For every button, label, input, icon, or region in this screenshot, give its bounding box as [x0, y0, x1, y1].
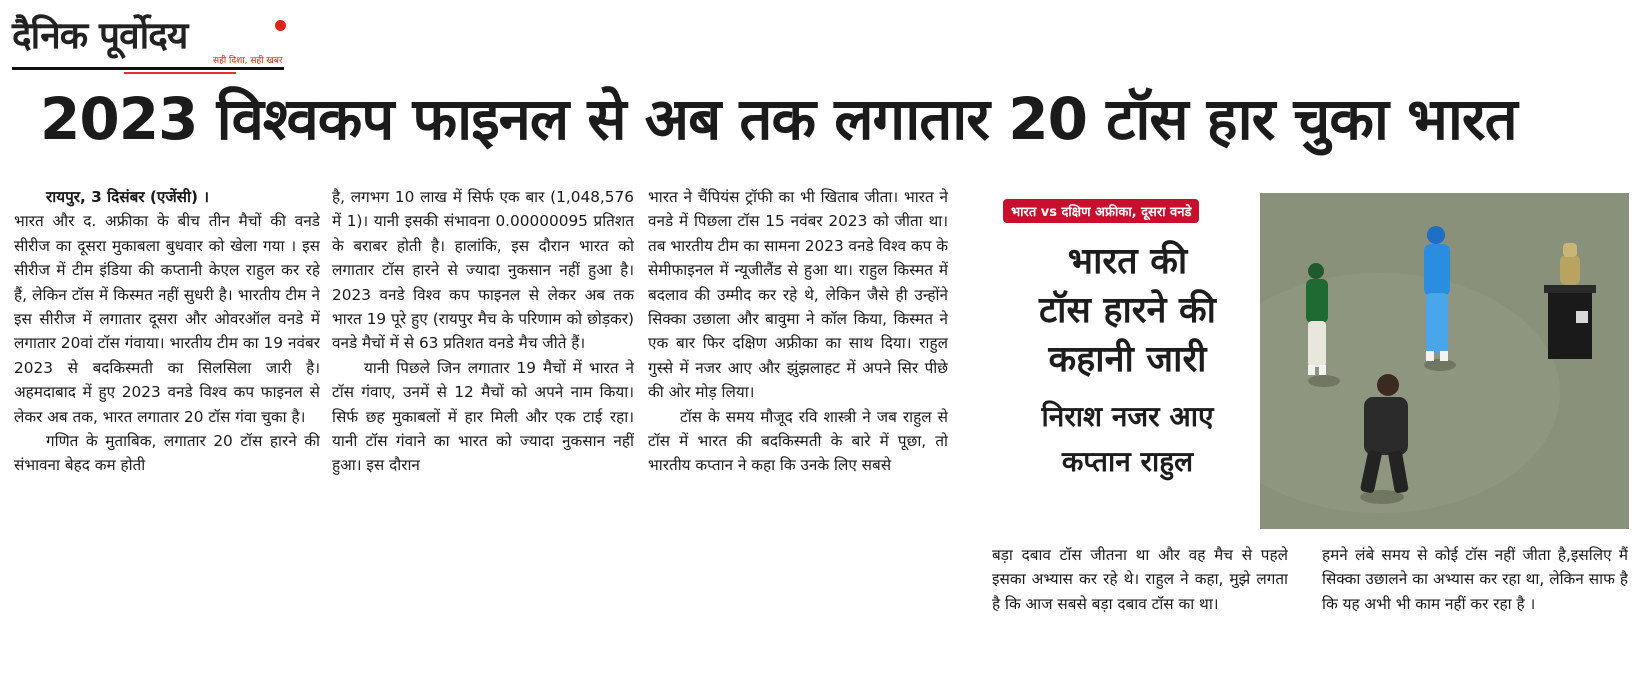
column-1-paragraph-1: भारत और द. अफ्रीका के बीच तीन मैचों की वनडे सीरीज का दूसरा मुकाबला बुधवार को खेला गया । इस सीरीज में टीम इंडिया की कप्तानी केएल राहुल कर रहे हैं, लेकिन टॉस में किस्मत नहीं सुधरी है। भारतीय टीम ने इस सीरीज में लगातार दूसरा और ओवरऑल वनडे में लगातार 20वां टॉस गंवाया। भारतीय टीम का 19 नवंबर 2023 से बदकिस्मती का सिलसिला जारी है। अहमदाबाद में हुए 2023 वनडे विश्व कप फाइनल से लेकर अब तक, भारत लगातार 20 टॉस गंवा चुका है।: [14, 212, 320, 426]
column-4-paragraph-1: बड़ा दबाव टॉस जीतना था और वह मैच से पहले इसका अभ्यास कर रहे थे। राहुल ने कहा, मुझे लगता है कि आज सबसे बड़ा दबाव टॉस का था।: [992, 546, 1288, 613]
article-column-3: [648, 185, 948, 675]
column-2-paragraph-2: यानी पिछले जिन लगातार 19 मैचों में भारत ने टॉस गंवाए, उनमें से 12 मैचों को अपने नाम किया। सिर्फ छह मुकाबलों में हार मिली और एक टाई रहा। यानी टॉस गंवाने का भारत को ज्यादा नुकसान नहीं हुआ। इस दौरान: [332, 358, 634, 475]
logo-dot-icon: [275, 20, 286, 31]
photo-overlay-title-line: टॉस हारने की: [1039, 290, 1216, 331]
article-column-1: [14, 185, 320, 675]
photo-overlay-title: [1005, 237, 1250, 384]
photo-overlay-title-line: कहानी जारी: [1048, 339, 1207, 380]
column-2-paragraph-1: है, लगभग 10 लाख में सिर्फ एक बार (1,048,576 में 1)। यानी इसकी संभावना 0.00000095 प्रतिशत के बराबर होती है। हालांकि, इस दौरान भारत को लगातार टॉस हारने से ज्यादा नुकसान नहीं हुआ है। 2023 वनडे विश्व कप फाइनल से लेकर अब तक भारत 19 पूरे हुए (रायपुर मैच के परिणाम को छोड़कर) वनडे मैचों में से 63 प्रतिशत वनडे मैच जीते हैं।: [332, 188, 634, 353]
article-column-2: [332, 185, 634, 675]
article-column-5: [1322, 543, 1628, 675]
masthead-rule-accent: [124, 72, 236, 74]
newspaper-name: दैनिक पूर्वोदय: [12, 14, 188, 57]
dateline: रायपुर, 3 दिसंबर (एजेंसी) ।: [46, 188, 210, 206]
masthead-rule: [12, 67, 284, 70]
column-5-paragraph-1: हमने लंबे समय से कोई टॉस नहीं जीता है,इसलिए मैं सिक्का उछालने का अभ्यास कर रहा था, लेकिन साफ है कि यह अभी भी काम नहीं कर रहा है ।: [1322, 546, 1628, 613]
article-column-4: [992, 543, 1288, 675]
column-1-paragraph-2: गणित के मुताबिक, लगातार 20 टॉस हारने की संभावना बेहद कम होती: [14, 432, 320, 475]
article-photo: [995, 193, 1629, 529]
photo-overlay-title-line: भारत की: [1067, 241, 1188, 282]
column-3-paragraph-2: टॉस के समय मौजूद रवि शास्त्री ने जब राहुल से टॉस में भारत की बदकिस्मती के बारे में पूछा, तो भारतीय कप्तान ने कहा कि उनके लिए सबसे: [648, 407, 948, 475]
headline: 2023 विश्वकप फाइनल से अब तक लगातार 20 टॉस हार चुका भारत: [40, 85, 1517, 153]
masthead: [12, 8, 284, 72]
newspaper-tagline: सही दिशा, सही खबर: [213, 56, 283, 66]
column-3-paragraph-1: भारत ने चैंपियंस ट्रॉफी का भी खिताब जीता। भारत ने वनडे में पिछला टॉस 15 नवंबर 2023 को जीता था। तब भारतीय टीम का सामना 2023 वनडे विश्व कप के सेमीफाइनल में न्यूजीलैंड से हुआ था। राहुल किस्मत में बदलाव की उम्मीद कर रहे थे, लेकिन जैसे ही उन्होंने सिक्का उछाला और बावुमा ने कॉल किया, किस्मत ने एक बार फिर दक्षिण अफ्रीका का साथ दिया। राहुल गुस्से में नजर आए और झुंझलाहट में अपने सिर पीछे की ओर मोड़ लिया।: [648, 188, 948, 402]
photo-overlay-subtitle: [1005, 394, 1250, 484]
photo-overlay-subtitle-line: कप्तान राहुल: [1061, 445, 1194, 478]
photo-scene: [1260, 193, 1629, 529]
photo-tag: भारत vs दक्षिण अफ्रीका, दूसरा वनडे: [1003, 199, 1199, 223]
photo-overlay-subtitle-line: निराश नजर आए: [1041, 400, 1214, 433]
